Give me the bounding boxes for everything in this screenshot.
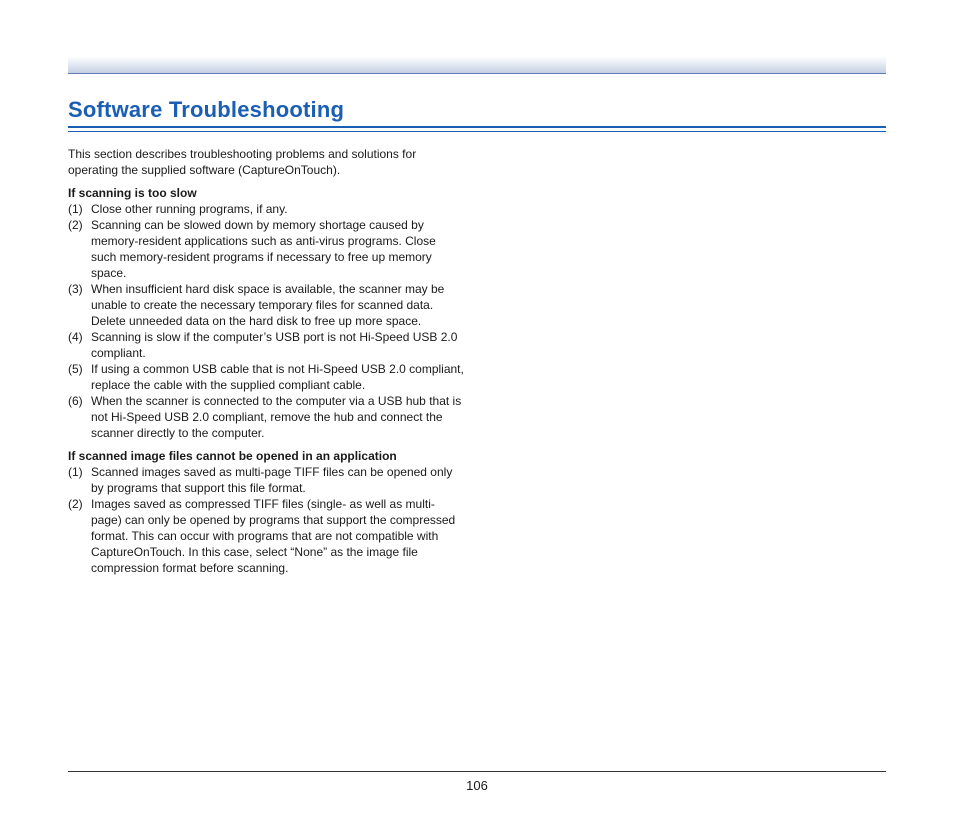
slow-scanning-list [68,201,464,441]
list-item [68,281,464,329]
title-underline-thin [68,131,886,132]
item-text: When insufficient hard disk space is available, the scanner may be unable to create the necessary temporary files for scanned data. Delete unneeded data on the hard disk to free up more space. [91,282,445,328]
body-content [68,146,464,576]
list-item [68,393,464,441]
section-heading-open-files: If scanned image files cannot be opened in an application [68,449,397,463]
item-text: When the scanner is connected to the computer via a USB hub that is not Hi-Speed USB 2.0 compliant, remove the hub and connect the scanner directly to the computer. [91,394,462,440]
list-item [68,464,464,496]
item-text: Images saved as compressed TIFF files (single- as well as multi-page) can only be opened by programs that support the compressed format. This can occur with programs that are not compatible with CaptureOnTouch. In this case, select “None” as the image file compression format before scanning. [91,497,456,575]
item-number: (5) [68,362,83,376]
list-item [68,329,464,361]
intro-paragraph: This section describes troubleshooting problems and solutions for operating the supplied software (CaptureOnTouch). [68,147,417,177]
item-number: (6) [68,394,83,408]
page-title: Software Troubleshooting [68,97,345,122]
item-number: (3) [68,282,83,296]
open-files-list [68,464,464,576]
item-number: (2) [68,497,83,511]
item-text: Scanning is slow if the computer’s USB port is not Hi-Speed USB 2.0 compliant. [91,330,458,360]
item-number: (1) [68,202,83,216]
list-item [68,496,464,576]
title-underline [68,126,886,128]
item-text: Scanned images saved as multi-page TIFF files can be opened only by programs that support this file format. [91,465,453,495]
item-number: (4) [68,330,83,344]
list-item [68,217,464,281]
page-number: 106 [466,778,488,793]
list-item [68,361,464,393]
header-band [68,56,886,74]
list-item [68,201,464,217]
item-text: If using a common USB cable that is not Hi-Speed USB 2.0 compliant, replace the cable with the supplied compliant cable. [91,362,464,392]
item-number: (2) [68,218,83,232]
item-text: Close other running programs, if any. [91,202,288,216]
footer-divider [68,771,886,772]
section-heading-slow-scanning: If scanning is too slow [68,186,197,200]
item-text: Scanning can be slowed down by memory shortage caused by memory-resident applications such as anti-virus programs. Close such memory-resident programs if necessary to free up memory space. [91,218,436,280]
item-number: (1) [68,465,83,479]
